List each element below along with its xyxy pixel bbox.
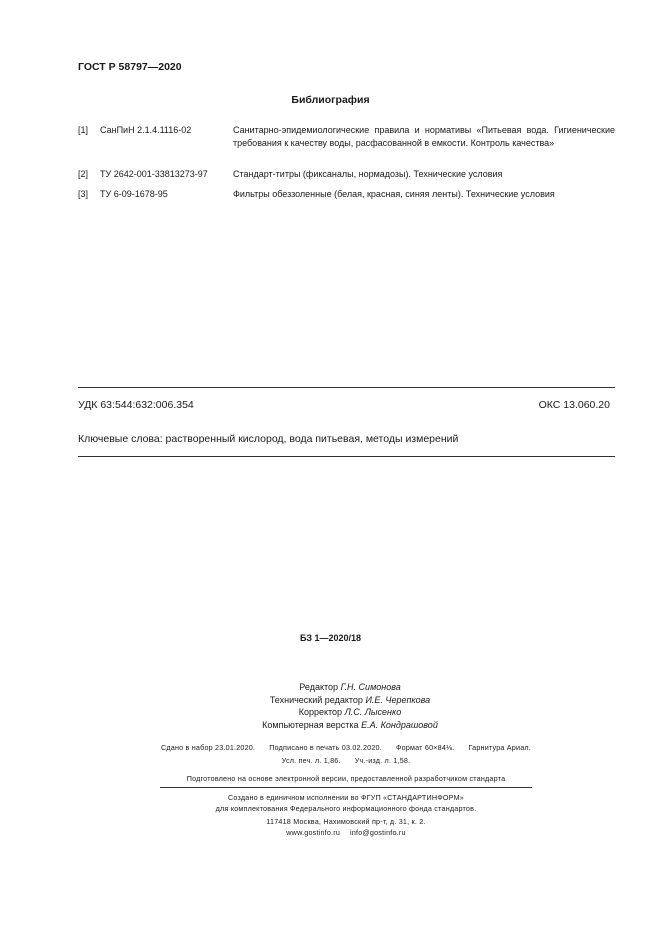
bibliography-item xyxy=(78,124,615,150)
staff-line: Редактор Г.Н. Симонова xyxy=(299,682,401,692)
bibliography-title: Библиография xyxy=(291,94,370,106)
prepared-note: Подготовлено на основе электронной версии, предоставленной разработчиком стандарта xyxy=(186,774,506,783)
imprint-line-1: Сдано в набор 23.01.2020. Подписано в печать 03.02.2020. Формат 60×84⅛. Гарнитура Ариал. xyxy=(161,743,531,752)
standard-designation: ГОСТ Р 58797—2020 xyxy=(78,61,182,73)
editorial-staff xyxy=(0,681,661,731)
publisher-address: 117418 Москва, Нахимовский пр-т, д. 31, к. 2. www.gostinfo.ru info@gostinfo.ru xyxy=(266,817,426,837)
ref-code: ТУ 2642-001-33813273-97 xyxy=(100,169,208,179)
divider xyxy=(78,456,615,457)
staff-line: Технический редактор И.Е. Черепкова xyxy=(269,694,431,705)
udc-code: УДК 63:544:632:006.354 xyxy=(78,399,194,411)
ref-number: [1] xyxy=(78,125,89,135)
staff-line: Корректор Л.С. Лысенко xyxy=(298,707,402,717)
ref-code: СанПиН 2.1.4.1116-02 xyxy=(100,125,192,135)
ref-number: [2] xyxy=(78,169,89,179)
email-link[interactable]: info@gostinfo.ru xyxy=(350,828,406,837)
imprint-line-2: Усл. печ. л. 1,86. Уч.-изд. л. 1,58. xyxy=(281,756,411,765)
divider xyxy=(160,787,532,788)
bibliography-item xyxy=(78,168,615,181)
website-link[interactable]: www.gostinfo.ru xyxy=(286,828,341,837)
ref-code: ТУ 6-09-1678-95 xyxy=(100,189,168,199)
publisher-info: Создано в единичном исполнении во ФГУП «СТАНДАРТИНФОРМ» для комплектования Федерального информационного фонда стандартов. xyxy=(215,793,477,813)
bibliography-item xyxy=(78,188,615,201)
divider xyxy=(78,387,615,388)
keywords: Ключевые слова: растворенный кислород, вода питьевая, методы измерений xyxy=(78,433,459,445)
bz-number: БЗ 1—2020/18 xyxy=(299,633,362,643)
ref-description: Стандарт-титры (фиксаналы, нормадозы). Технические условия xyxy=(233,169,503,179)
ref-number: [3] xyxy=(78,189,89,199)
oks-code: ОКС 13.060.20 xyxy=(538,399,610,411)
ref-description: Санитарно-эпидемиологические правила и нормативы «Питьевая вода. Гигиенические требования к качеству воды, расфасованной в емкости. Контроль качества» xyxy=(233,125,615,148)
ref-description: Фильтры обеззоленные (белая, красная, синяя ленты). Технические условия xyxy=(233,189,555,199)
staff-line: Компьютерная верстка Е.А. Кондрашовой xyxy=(262,719,438,730)
